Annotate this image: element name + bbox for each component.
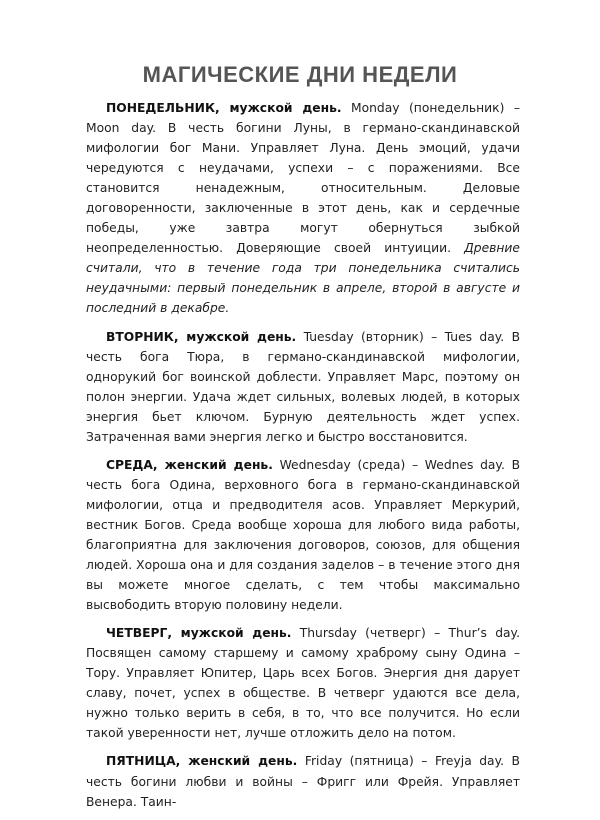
paragraph-tuesday	[86, 327, 520, 447]
day-heading: ПЯТНИЦА, женский день.	[106, 754, 298, 769]
paragraph-monday	[86, 98, 520, 319]
page-title: МАГИЧЕСКИЕ ДНИ НЕДЕЛИ	[142, 62, 458, 87]
day-text: Monday (понедельник) – Moon day. В честь богини Луны, в германо-скандинавской мифологии бог Мани. Управляет Луна. День эмоций, удачи чередуются с неудачами, успехи – с поражениями. Все становится ненадежным, относительным. Деловые договоренности, заключенные в этот день, как и сердечные победы, уже завтра могут обернуться зыбкой неопределенностью. Доверяющие своей интуиции.	[86, 101, 520, 256]
paragraph-friday	[86, 751, 520, 811]
day-heading: ПОНЕДЕЛЬНИК, мужской день.	[106, 101, 342, 115]
article-body	[86, 98, 520, 820]
day-note: Древние считали, что в течение года три понедельника считались неудачными: первый понедельник в апреле, второй в августе и последний в декабре.	[86, 241, 520, 316]
day-text: Thursday (четверг) – Thur’s day. Посвящен самому старшему и самому храброму сыну Одина – Тору. Управляет Юпитер, Царь всех Богов. Энергия дня дарует славу, почет, успех в обществе. В четверг удаются все дела, нужно только верить в себя, в то, что все получится. Но если такой уверенности нет, лучше отложить дело на потом.	[86, 626, 520, 741]
day-heading: СРЕДА, женский день.	[106, 457, 273, 472]
day-text: Wednesday (среда) – Wednes day. В честь бога Одина, верховного бога в германо-скандинавской мифологии, отца и предводителя асов. Управляет Меркурий, вестник Богов. Среда вообще хороша для любого вида работы, благоприятна для заключения договоров, союзов, для общения людей. Хороша она и для создания заделов – в течение этого дня вы можете многое сделать, с тем чтобы максимально высвободить вторую половину недели.	[86, 457, 521, 613]
day-heading: ЧЕТВЕРГ, мужской день.	[106, 626, 292, 641]
day-heading: ВТОРНИК, мужской день.	[106, 329, 297, 344]
paragraph-wednesday	[86, 455, 520, 615]
day-text: Tuesday (вторник) – Tues day. В честь бога Тюра, в германо-скандинавской мифологии, однорукий бог воинской доблести. Управляет Марс, поэтому он полон энергии. Удача ждет сильных, волевых людей, в которых энергия бьет ключом. Бурную деятельность ждет успех. Затраченная вами энергия легко и быстро восстановится.	[86, 329, 521, 444]
paragraph-thursday	[86, 623, 520, 743]
day-text: Friday (пятница) – Freyja day. В честь богини любви и войны – Фригг или Фрейя. Управляет Венера. Таин-	[86, 754, 520, 809]
